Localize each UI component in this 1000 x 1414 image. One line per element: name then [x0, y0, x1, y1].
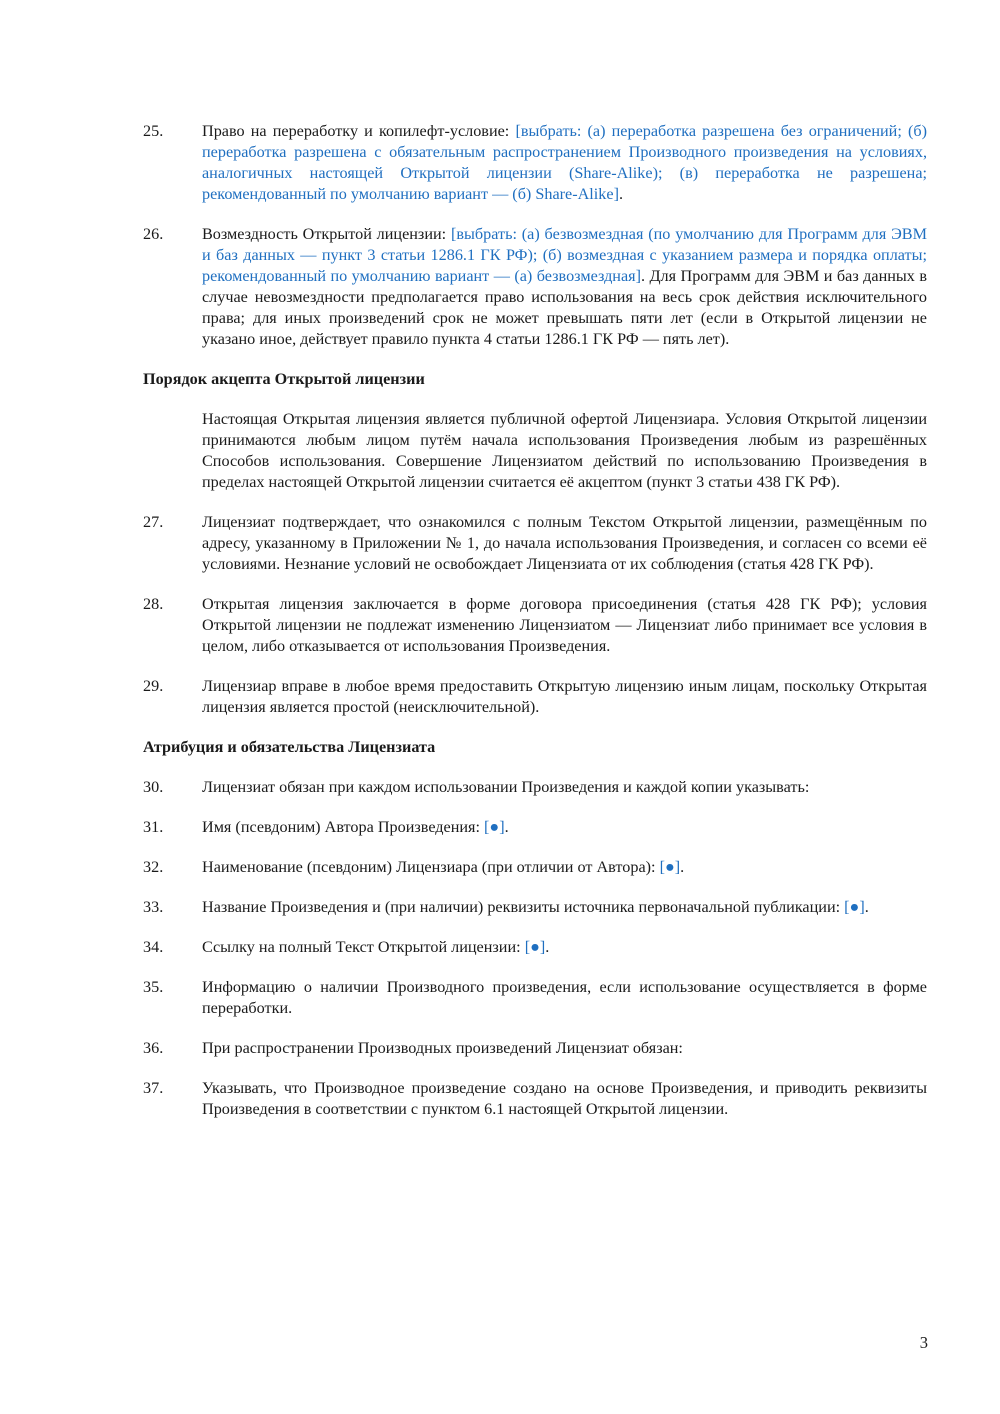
clause-text [202, 817, 927, 838]
clause-item [143, 512, 927, 575]
clause-number: 31. [143, 818, 164, 836]
clause-item [143, 594, 927, 657]
clauses-25-26 [143, 121, 927, 350]
section-heading-attribution: Атрибуция и обязательства Лицензиата [143, 738, 436, 756]
clause-number: 30. [143, 778, 164, 796]
clause-text-part: Лицензиат обязан при каждом использовании Произведения и каждой копии указывать: [202, 778, 810, 796]
clause-item [143, 121, 927, 205]
clause-text [202, 937, 927, 958]
clause-text-part: . [864, 898, 869, 916]
clause-item [143, 817, 927, 838]
clause-text [202, 121, 927, 205]
clause-item [143, 224, 927, 350]
clause-text [202, 224, 927, 350]
clause-number: 28. [143, 595, 164, 613]
clause-number: 26. [143, 225, 164, 243]
clause-item [143, 777, 927, 798]
clause-item [143, 857, 927, 878]
placeholder-text: [●] [524, 938, 546, 956]
clause-text-part: . [618, 185, 624, 203]
clause-text-part: При распространении Производных произведений Лицензиат обязан: [202, 1039, 683, 1057]
clause-text [202, 1038, 927, 1059]
placeholder-text: [●] [484, 818, 505, 836]
clause-item [143, 676, 927, 718]
clause-text-part: Лицензиар вправе в любое время предоставить Открытую лицензию иным лицам, поскольку Открытая лицензия является простой (неисключительной). [202, 677, 927, 716]
clause-number: 37. [143, 1079, 164, 1097]
clause-text [202, 897, 927, 918]
clause-text [202, 977, 927, 1019]
clause-item [143, 1038, 927, 1059]
clause-item [143, 1078, 927, 1120]
placeholder-text: [выбрать: (а) безвозмездная (по умолчанию для Программ для ЭВМ и баз данных — пункт 3 статьи 1286.1 ГК РФ); (б) возмездная с указанием размера и порядка оплаты; рекомендованный по умолчанию вариант — (а) безвозмездная] [202, 225, 927, 285]
clause-text-part: Возмездность Открытой лицензии: [202, 225, 451, 243]
clause-number: 36. [143, 1039, 164, 1057]
clause-number: 32. [143, 858, 164, 876]
clauses-30-37 [143, 777, 927, 1120]
section-heading-acceptance: Порядок акцепта Открытой лицензии [143, 370, 425, 388]
clause-item [143, 977, 927, 1019]
clause-text-part: Открытая лицензия заключается в форме договора присоединения (статья 428 ГК РФ); условия Открытой лицензии не подлежат изменению Лицензиатом — Лицензиат либо принимает все условия в целом, либо отказывается от использования Произведения. [202, 595, 927, 655]
clause-text-part: Имя (псевдоним) Автора Произведения: [202, 818, 485, 836]
clause-number: 34. [143, 938, 164, 956]
clause-number: 27. [143, 513, 164, 531]
clause-number: 33. [143, 898, 164, 916]
clause-text-part: Указывать, что Производное произведение создано на основе Произведения, и приводить реквизиты Произведения в соответствии с пунктом 6.1 настоящей Открытой лицензии. [202, 1079, 927, 1118]
clause-item [143, 897, 927, 918]
clause-text [202, 594, 927, 657]
page-number: 3 [919, 1333, 928, 1352]
clause-text-part: . [545, 938, 550, 956]
acceptance-paragraph: Настоящая Открытая лицензия является публичной офертой Лицензиара. Условия Открытой лицензии принимаются любым лицом путём начала использования Произведения любым из разрешённых Способов использования. Совершение Лицензиатом действий по использованию Произведения в пределах настоящей Открытой лицензии считается её акцептом (пункт 3 статьи 438 ГК РФ). [202, 410, 927, 491]
clause-text-part: . Для Программ для ЭВМ и баз данных в случае невозмездности предполагается право использования на весь срок действия исключительного права; для иных произведений срок не может превышать пяти лет (если в Открытой лицензии не указано иное, действует правило пункта 4 статьи 1286.1 ГК РФ — пять лет). [202, 267, 927, 348]
clause-text-part: Право на переработку и копилефт-условие: [202, 122, 516, 140]
clause-text [202, 777, 927, 798]
placeholder-text: [●] [844, 898, 865, 916]
clause-text [202, 512, 927, 575]
clause-text [202, 857, 927, 878]
clause-number: 35. [143, 978, 164, 996]
clause-number: 29. [143, 677, 164, 695]
clause-text [202, 1078, 927, 1120]
clause-text-part: Ссылку на полный Текст Открытой лицензии: [202, 938, 525, 956]
clause-text-part: . [680, 858, 685, 876]
clause-text [202, 676, 927, 718]
clause-text-part: Лицензиат подтверждает, что ознакомился с полным Текстом Открытой лицензии, размещённым по адресу, указанному в Приложении № 1, до начала использования Произведения, и согласен со всеми её условиями. Незнание условий не освобождает Лицензиата от их соблюдения (статья 428 ГК РФ). [202, 513, 927, 573]
clause-text-part: Наименование (псевдоним) Лицензиара (при отличии от Автора): [202, 858, 660, 876]
clause-text-part: Информацию о наличии Производного произведения, если использование осуществляется в форме переработки. [202, 978, 927, 1017]
placeholder-text: [выбрать: (а) переработка разрешена без ограничений; (б) переработка разрешена с обязательным распространением Производного произведения на условиях, аналогичных настоящей Открытой лицензии (Share-Alike); (в) переработка не разрешена; рекомендованный по умолчанию вариант — (б) Share-Alike] [202, 122, 927, 203]
clauses-27-29 [143, 512, 927, 718]
clause-item [143, 937, 927, 958]
placeholder-text: [●] [659, 858, 681, 876]
page-content [143, 121, 927, 1139]
clause-number: 25. [143, 122, 164, 140]
clause-text-part: Название Произведения и (при наличии) реквизиты источника первоначальной публикации: [202, 898, 845, 916]
clause-text-part: . [504, 818, 509, 836]
